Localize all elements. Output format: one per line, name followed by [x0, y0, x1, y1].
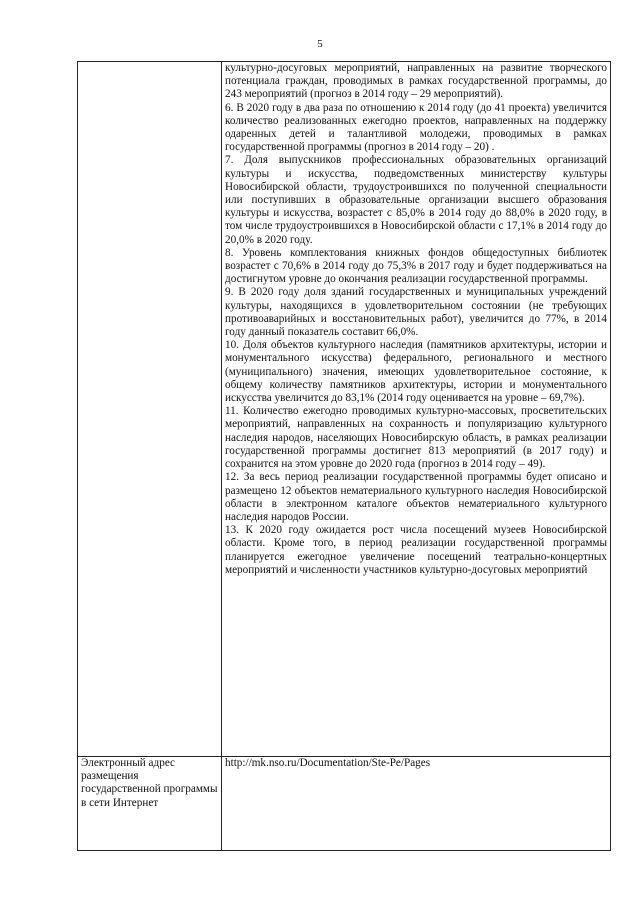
- program-url-link[interactable]: http://mk.nso.ru/Documentation/Ste-Pe/Pages: [222, 757, 611, 851]
- row-label-empty: [78, 62, 222, 757]
- result-paragraph: 9. В 2020 году доля зданий государственных и муниципальных учреждений культуры, находящихся в удовлетворительном состоянии (не требующих противоаварийных и восстановительных работ), увеличится до 77%, в 2014 году данный показатель составит 66,0%.: [225, 286, 607, 339]
- result-paragraph: 13. К 2020 году ожидается рост числа посещений музеев Новосибирской области. Кроме того, в период реализации государственной программы планируется ежегодное увеличение посещений театрально-концертных мероприятий и численности участников культурно-досуговых мероприятий: [225, 524, 607, 576]
- program-passport-table: [77, 61, 611, 851]
- page-number: 5: [317, 38, 323, 50]
- result-paragraph: 10. Доля объектов культурного наследия (памятников архитектуры, истории и монументального искусства) федерального, регионального и местного (муниципального) значения, имеющих удовлетворительное состояние, к общему количеству памятников архитектуры, истории и монументального искусства увеличится до 83,1% (2014 году оценивается на уровне – 69,7%).: [225, 339, 607, 405]
- table-row: [78, 757, 611, 851]
- result-paragraph: 6. В 2020 году в два раза по отношению к 2014 году (до 41 проекта) увеличится количество реализованных ежегодно проектов, направленных на поддержку одаренных детей и талантливой молодежи, проводимых в рамках государственной программы (прогноз в 2014 году – 20) .: [225, 101, 607, 154]
- expected-results-cell: [222, 62, 611, 757]
- table-row: [78, 62, 611, 757]
- result-paragraph: 12. За весь период реализации государственной программы будет описано и размещено 12 объектов нематериального культурного наследия Новосибирской области в электронном каталоге объектов нематериального культурного наследия народов России.: [225, 471, 607, 523]
- result-paragraph: 7. Доля выпускников профессиональных образовательных организаций культуры и искусства, подведомственных министерству культуры Новосибирской области, трудоустроившихся по полученной специальности или поступивших в образовательные организации высшего образования культуры и искусства, возрастет с 85,0% в 2014 году до 88,0% в 2020 году, в том числе трудоустроившихся в Новосибирской области с 17,1% в 2014 году до 20,0% в 2020 году.: [225, 154, 607, 246]
- internet-address-label: Электронный адрес размещения государственной программы в сети Интернет: [78, 757, 222, 851]
- result-paragraph: 11. Количество ежегодно проводимых культурно-массовых, просветительских мероприятий, направленных на сохранность и популяризацию культурного наследия народов, населяющих Новосибирскую область, в рамках реализации государственной программы достигнет 813 мероприятий (в 2017 году) и сохранится на этом уровне до 2020 года (прогноз в 2014 году – 49).: [225, 405, 607, 471]
- result-paragraph: культурно-досуговых мероприятий, направленных на развитие творческого потенциала граждан, проводимых в рамках государственной программы, до 243 мероприятий (прогноз в 2014 году – 29 мероприятий).: [225, 62, 607, 101]
- result-paragraph: 8. Уровень комплектования книжных фондов общедоступных библиотек возрастет с 70,6% в 2014 году до 75,3% в 2017 году и будет поддерживаться на достигнутом уровне до окончания реализации государственной программы.: [225, 246, 607, 286]
